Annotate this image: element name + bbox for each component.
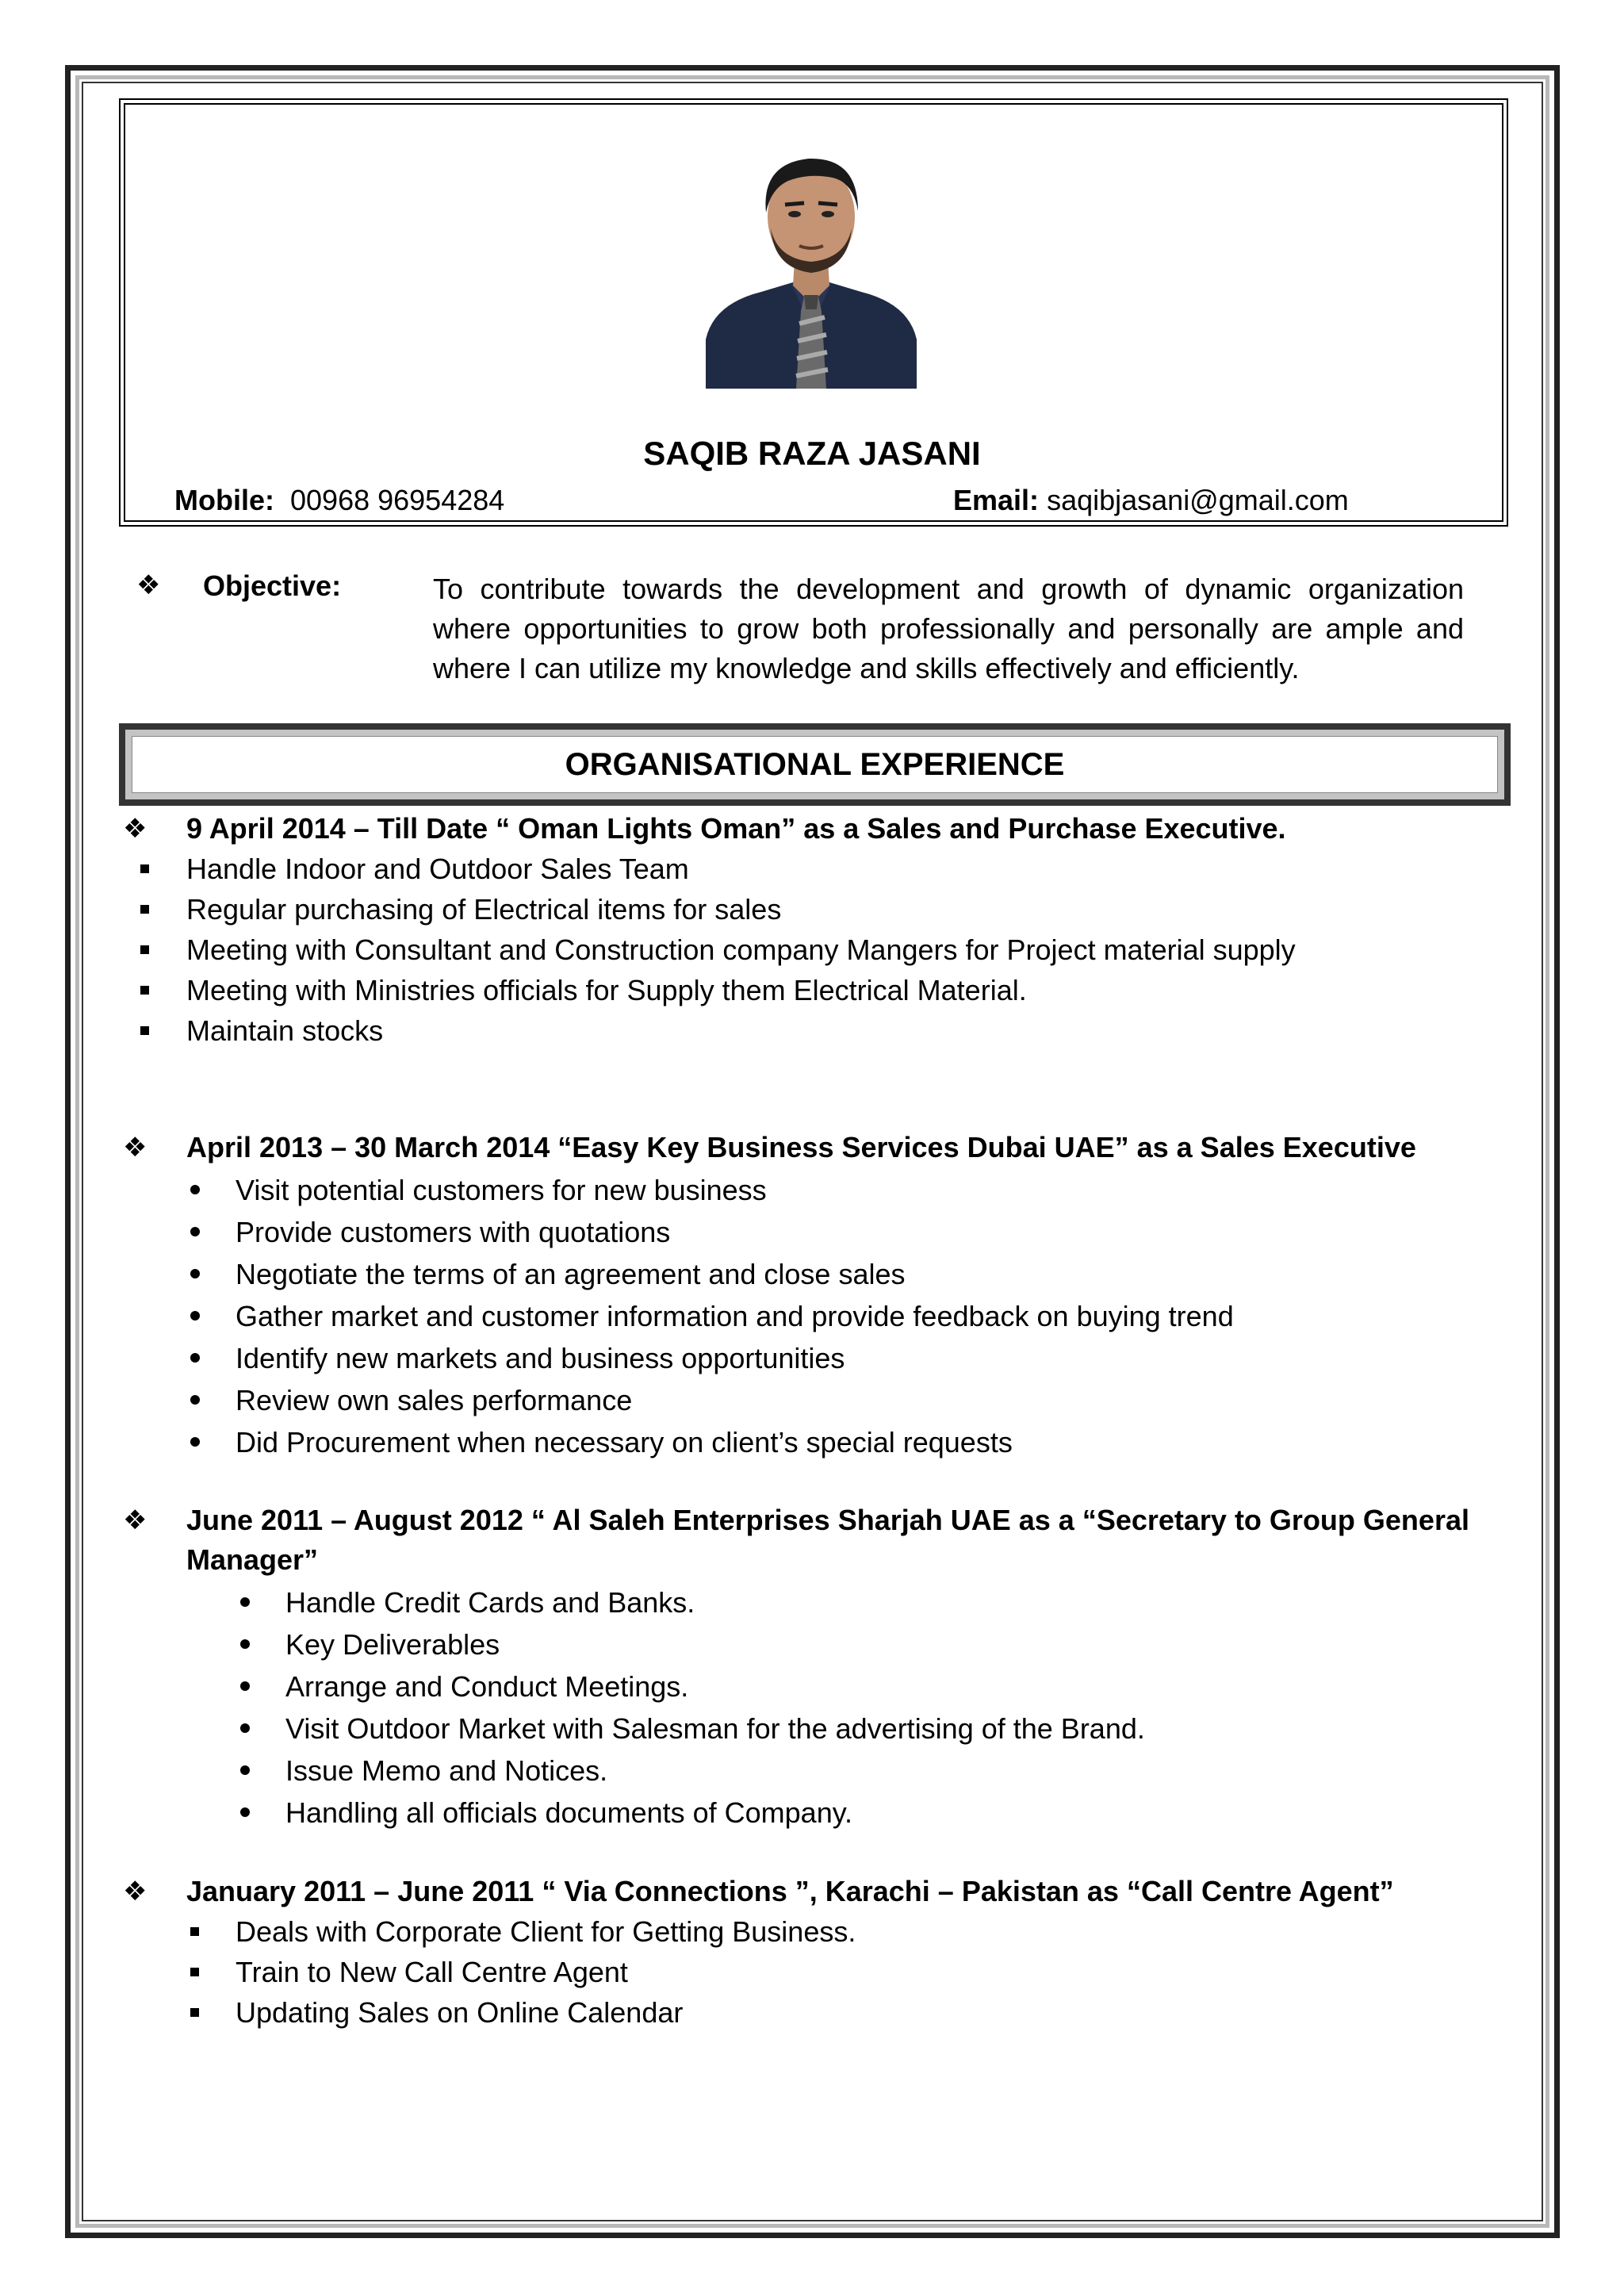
list-item: Did Procurement when necessary on client’s special requests — [123, 1421, 1519, 1463]
list-item: Provide customers with quotations — [123, 1211, 1519, 1253]
list-item: Visit Outdoor Market with Salesman for the advertising of the Brand. — [123, 1708, 1519, 1750]
list-item: Deals with Corporate Client for Getting Business. — [123, 1911, 1519, 1952]
list-item: Updating Sales on Online Calendar — [123, 1992, 1519, 2033]
list-item: Regular purchasing of Electrical items for sales — [123, 889, 1519, 930]
job-title: ❖ April 2013 – 30 March 2014 “Easy Key Business Services Dubai UAE” as a Sales Executive — [123, 1128, 1519, 1167]
email-value: saqibjasani@gmail.com — [1047, 484, 1349, 516]
diamond-bullet-icon: ❖ — [123, 1876, 147, 1907]
email-label: Email: — [953, 484, 1040, 516]
list-item: Negotiate the terms of an agreement and close sales — [123, 1253, 1519, 1295]
list-item: Identify new markets and business opportunities — [123, 1337, 1519, 1379]
job-duties-list — [123, 1169, 1519, 1463]
list-item: Gather market and customer information and provide feedback on buying trend — [123, 1295, 1519, 1337]
list-item: Arrange and Conduct Meetings. — [123, 1665, 1519, 1708]
diamond-bullet-icon: ❖ — [136, 570, 161, 600]
job-entry-2 — [123, 1128, 1519, 1463]
mobile-contact — [174, 484, 504, 517]
list-item: Handle Credit Cards and Banks. — [123, 1581, 1519, 1623]
job-duties-list — [123, 849, 1519, 1051]
job-duties-list — [123, 1581, 1519, 1834]
candidate-name: SAQIB RAZA JASANI — [643, 435, 981, 472]
email-contact — [953, 484, 1349, 517]
job-entry-3 — [123, 1501, 1519, 1834]
mobile-value: 00968 96954284 — [290, 484, 505, 516]
list-item: Maintain stocks — [123, 1010, 1519, 1051]
job-entry-1 — [123, 809, 1519, 1051]
job-title: ❖ June 2011 – August 2012 “ Al Saleh Enterprises Sharjah UAE as a “Secretary to Group General Manager” — [123, 1501, 1534, 1580]
list-item: Handling all officials documents of Company. — [123, 1792, 1519, 1834]
job-duties-list — [123, 1911, 1519, 2033]
list-item: Issue Memo and Notices. — [123, 1750, 1519, 1792]
list-item: Meeting with Consultant and Construction company Mangers for Project material supply — [123, 930, 1519, 970]
job-entry-4 — [123, 1872, 1519, 2033]
list-item: Handle Indoor and Outdoor Sales Team — [123, 849, 1519, 889]
diamond-bullet-icon: ❖ — [123, 1505, 147, 1535]
list-item: Meeting with Ministries officials for Supply them Electrical Material. — [123, 970, 1519, 1010]
section-title: ORGANISATIONAL EXPERIENCE — [132, 736, 1498, 793]
mobile-label: Mobile: — [174, 484, 274, 516]
list-item: Review own sales performance — [123, 1379, 1519, 1421]
diamond-bullet-icon: ❖ — [123, 814, 147, 844]
job-title: ❖ 9 April 2014 – Till Date “ Oman Lights Oman” as a Sales and Purchase Executive. — [123, 809, 1519, 849]
objective-text: To contribute towards the development and growth of dynamic organization where opportunities to grow both professionally and personally are ample and where I can utilize my knowledge and skills effectively and efficiently. — [433, 573, 1464, 684]
list-item: Train to New Call Centre Agent — [123, 1952, 1519, 1992]
diamond-bullet-icon: ❖ — [123, 1133, 147, 1163]
list-item: Key Deliverables — [123, 1623, 1519, 1665]
profile-photo — [706, 141, 917, 389]
list-item: Visit potential customers for new business — [123, 1169, 1519, 1211]
job-title: ❖ January 2011 – June 2011 “ Via Connections ”, Karachi – Pakistan as “Call Centre Agent” — [123, 1872, 1519, 1911]
objective-label: Objective: — [203, 569, 342, 602]
